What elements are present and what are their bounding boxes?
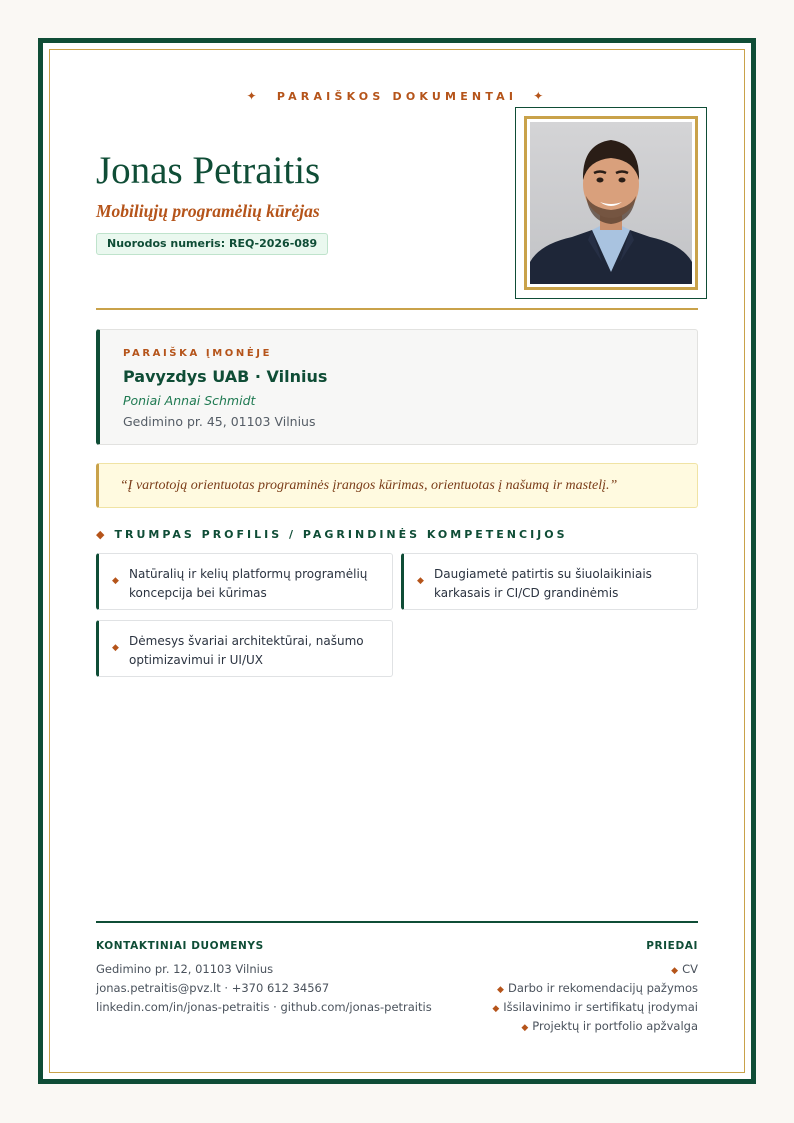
diamond-icon: ◆ — [417, 576, 424, 586]
applicant-name: Jonas Petraitis — [96, 149, 321, 192]
star-icon: ✦ — [533, 89, 548, 103]
quote-text: “Į vartotoją orientuotas programinės įrangos kūrimas, orientuotas į našumą ir mastelį.” — [120, 478, 618, 493]
diamond-icon: ◆ — [112, 576, 119, 586]
diamond-icon: ◆ — [492, 1004, 500, 1014]
attachment-label: CV — [682, 962, 698, 976]
competency-text: Daugiametė patirtis su šiuolaikiniais karkasais ir CI/CD grandinėmis — [434, 567, 652, 600]
kicker-text: PARAIŠKOS DOKUMENTAI — [276, 90, 518, 103]
application-company: Pavyzdys UAB · Vilnius — [123, 367, 328, 386]
applicant-role: Mobiliųjų programėlių kūrėjas — [96, 201, 320, 221]
attachment-item — [492, 1000, 698, 1014]
diamond-icon: ◆ — [497, 985, 504, 995]
attachment-label: Išsilavinimo ir sertifikatų įrodymai — [503, 1000, 698, 1014]
attachments-title: PRIEDAI — [646, 940, 698, 952]
diamond-icon: ◆ — [671, 966, 679, 976]
applicant-photo — [530, 122, 692, 284]
competency-text: Natūralių ir kelių platformų programėlių koncepcija bei kūrimas — [129, 567, 368, 600]
competency-card — [96, 553, 393, 610]
reference-label: Nuorodos numeris: — [107, 237, 226, 250]
application-label: PARAIŠKA ĮMONĖJE — [123, 348, 273, 359]
attachment-label: Projektų ir portfolio apžvalga — [532, 1019, 698, 1033]
attachment-item — [671, 962, 698, 976]
attachment-item — [521, 1019, 698, 1033]
competency-text: Dėmesys švariai architektūrai, našumo optimizavimui ir UI/UX — [129, 634, 364, 667]
reference-value: REQ-2026-089 — [228, 237, 318, 250]
contact-email-phone: jonas.petraitis@pvz.lt · +370 612 34567 — [96, 981, 330, 995]
contact-links: linkedin.com/in/jonas-petraitis · github.com/jonas-petraitis — [96, 1000, 432, 1014]
footer-divider — [96, 921, 698, 923]
header-divider — [96, 308, 698, 310]
competency-card — [401, 553, 698, 610]
application-attention: Poniai Annai Schmidt — [123, 393, 256, 408]
contact-title: KONTAKTINIAI DUOMENYS — [96, 940, 264, 952]
star-icon: ✦ — [246, 89, 261, 103]
diamond-icon: ◆ — [521, 1023, 529, 1033]
attachment-item — [497, 981, 698, 995]
contact-address: Gedimino pr. 12, 01103 Vilnius — [96, 962, 274, 976]
diamond-icon: ◆ — [112, 643, 119, 653]
reference-badge — [96, 233, 328, 255]
application-address: Gedimino pr. 45, 01103 Vilnius — [123, 414, 316, 429]
competency-card — [96, 620, 393, 677]
attachment-label: Darbo ir rekomendacijų pažymos — [507, 981, 698, 995]
profile-section-title — [96, 528, 568, 541]
diamond-icon: ◆ — [96, 528, 105, 541]
profile-title-text: TRUMPAS PROFILIS / PAGRINDINĖS KOMPETENCIJOS — [114, 528, 568, 541]
document-kicker — [0, 89, 794, 103]
